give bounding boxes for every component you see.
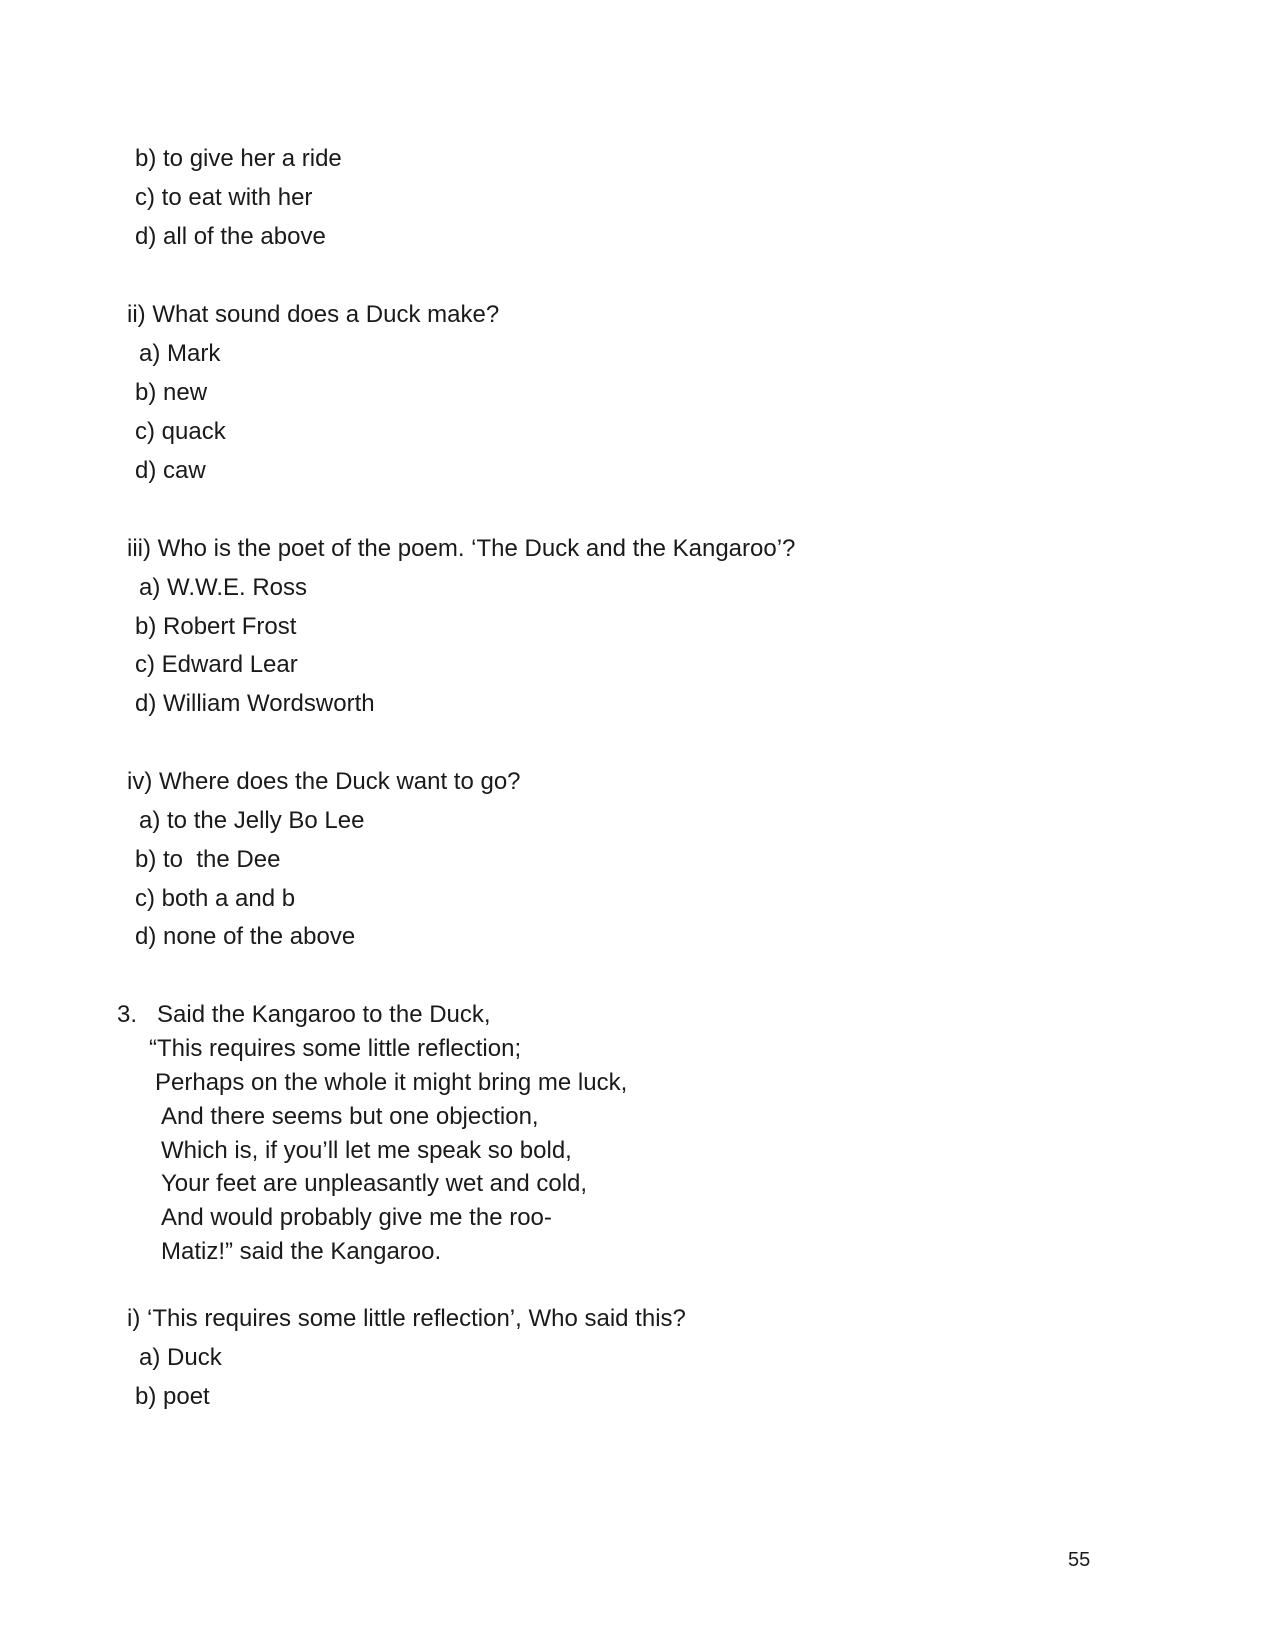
section-number: 3. — [117, 1001, 138, 1028]
poem-line-7: And would probably give me the roo- — [161, 1204, 552, 1231]
question-ii-option-d: d) caw — [135, 457, 206, 484]
question-iii-option-c: c) Edward Lear — [135, 651, 298, 678]
poem-line-1: Said the Kangaroo to the Duck, — [157, 1001, 491, 1028]
question-ii-option-b: b) new — [135, 379, 208, 406]
section-3-question-i-option-a: a) Duck — [139, 1344, 222, 1371]
question-ii-option-c: c) quack — [135, 418, 226, 445]
question-iv-option-b: b) to the Dee — [135, 846, 281, 873]
poem-line-6: Your feet are unpleasantly wet and cold, — [161, 1170, 588, 1197]
question-ii: ii) What sound does a Duck make? — [127, 301, 500, 328]
poem-line-8: Matiz!” said the Kangaroo. — [161, 1238, 442, 1265]
section-3-question-i: i) ‘This requires some little reflection’, Who said this? — [127, 1305, 686, 1332]
question-iii-option-a: a) W.W.E. Ross — [139, 574, 308, 601]
option-c-eat: c) to eat with her — [135, 184, 313, 211]
page-number: 55 — [1068, 1549, 1091, 1571]
poem-line-2: “This requires some little reflection; — [149, 1035, 522, 1062]
question-iv-option-a: a) to the Jelly Bo Lee — [139, 807, 365, 834]
poem-line-5: Which is, if you’ll let me speak so bold, — [161, 1137, 572, 1164]
question-iii-option-d: d) William Wordsworth — [135, 690, 375, 717]
poem-line-4: And there seems but one objection, — [161, 1103, 539, 1130]
option-b-ride: b) to give her a ride — [135, 145, 342, 172]
question-iii-option-b: b) Robert Frost — [135, 613, 297, 640]
section-3-question-i-option-b: b) poet — [135, 1383, 210, 1410]
question-ii-option-a: a) Mark — [139, 340, 221, 367]
question-iv-option-c: c) both a and b — [135, 885, 296, 912]
question-iii: iii) Who is the poet of the poem. ‘The Duck and the Kangaroo’? — [127, 535, 796, 562]
question-iv-option-d: d) none of the above — [135, 923, 356, 950]
question-iv: iv) Where does the Duck want to go? — [127, 768, 521, 795]
option-d-all: d) all of the above — [135, 223, 326, 250]
poem-line-3: Perhaps on the whole it might bring me luck, — [155, 1069, 628, 1096]
